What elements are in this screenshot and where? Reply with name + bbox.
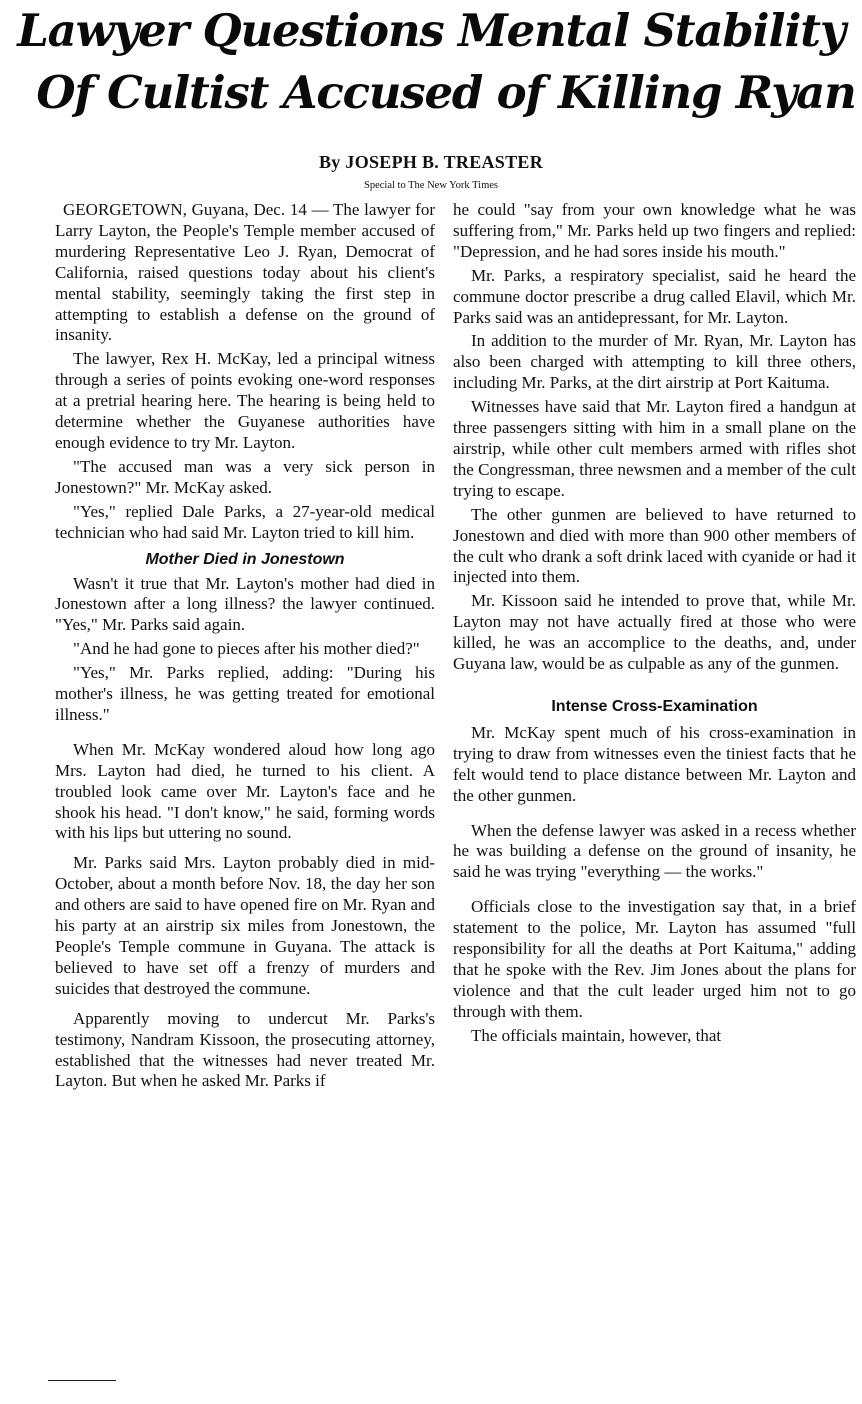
headline: [0, 0, 862, 124]
paragraph: In addition to the murder of Mr. Ryan, Mr. Layton has also been charged with attempting to kill three others, including Mr. Parks, at the dirt airstrip at Port Kaituma.: [453, 331, 856, 393]
column-end-rule: [48, 1380, 116, 1381]
paragraph: Mr. Kissoon said he intended to prove that, while Mr. Layton may not have actually fired at those who were killed, he was an accomplice to the deaths, and, under Guyana law, would be as culpable as any of the gunmen.: [453, 591, 856, 674]
paragraph: "Yes," replied Dale Parks, a 27-year-old medical technician who had said Mr. Layton tried to kill him.: [55, 501, 435, 542]
paragraph: Wasn't it true that Mr. Layton's mother had died in Jonestown after a long illness? the lawyer continued. "Yes," Mr. Parks said again.: [55, 573, 435, 635]
paragraph: he could "say from your own knowledge what he was suffering from," Mr. Parks held up two fingers and replied: "Depression, and he had sores inside his mouth.": [453, 200, 856, 261]
paragraph: The lawyer, Rex H. McKay, led a principal witness through a series of points evoking one-word responses at a pretrial hearing here. The hearing is being held to determine whether the Guyanese authorities have enough evidence to try Mr. Layton.: [55, 349, 435, 452]
paragraph: Mr. McKay spent much of his cross-examination in trying to draw from witnesses even the tiniest facts that he felt would tend to place distance between Mr. Layton and the other gunmen.: [453, 722, 856, 805]
byline: By JOSEPH B. TREASTER: [318, 152, 544, 172]
paragraph: The other gunmen are believed to have returned to Jonestown and died with more than 900 other members of the cult who drank a soft drink laced with cyanide or had it injected into them.: [453, 504, 856, 587]
right-column: [453, 200, 856, 1050]
paragraph: Apparently moving to undercut Mr. Parks's testimony, Nandram Kissoon, the prosecuting attorney, established that the witnesses had never treated Mr. Layton. But when he asked Mr. Parks if: [55, 1008, 435, 1091]
left-column: [55, 200, 435, 1095]
credit-line: Special to The New York Times: [364, 180, 498, 191]
paragraph: Witnesses have said that Mr. Layton fired a handgun at three passengers sitting with him in a small plane on the airstrip, while other cult members armed with rifles shot the Congressman, three newsmen and a member of the cult trying to escape.: [453, 397, 856, 500]
paragraph: When the defense lawyer was asked in a recess whether he was building a defense on the ground of insanity, he said he was trying "everything — the works.": [453, 820, 856, 882]
subhead: Mother Died in Jonestown: [145, 550, 345, 568]
paragraph: When Mr. McKay wondered aloud how long ago Mrs. Layton had died, he turned to his client. A troubled look came over Mr. Layton's face and he shook his head. "I don't know," he said, forming words with his lips but uttering no sound.: [55, 739, 435, 843]
headline-line-2: Of Cultist Accused of Killing Ryan: [36, 66, 856, 119]
paragraph: Mr. Parks, a respiratory specialist, said he heard the commune doctor prescribe a drug called Elavil, which Mr. Parks said was an antidepressant, for Mr. Layton.: [453, 265, 856, 327]
paragraph: Officials close to the investigation say that, in a brief statement to the police, Mr. Layton has assumed "full responsibility for all the deaths at Port Kaituma," adding that he spoke with the Rev. Jim Jones about the plans for violence and that the cult leader urged him not to go through with them.: [453, 897, 856, 1021]
paragraph: Mr. Parks said Mrs. Layton probably died in mid-October, about a month before Nov. 18, the day her son and others are said to have opened fire on Mr. Ryan and his party at an airstrip six miles from Jonestown, the People's Temple commune in Guyana. The attack is believed to have set off a frenzy of murders and suicides that destroyed the commune.: [55, 853, 435, 998]
paragraph: "Yes," Mr. Parks replied, adding: "During his mother's illness, he was getting treated for emotional illness.": [55, 663, 435, 724]
paragraph: "And he had gone to pieces after his mother died?": [73, 639, 420, 659]
paragraph: "The accused man was a very sick person in Jonestown?" Mr. McKay asked.: [55, 456, 435, 497]
headline-line-1: Lawyer Questions Mental Stability: [17, 4, 845, 57]
subhead: Intense Cross-Examination: [551, 697, 758, 715]
paragraph: The officials maintain, however, that: [471, 1025, 722, 1045]
paragraph: GEORGETOWN, Guyana, Dec. 14 — The lawyer for Larry Layton, the People's Temple member accused of murdering Representative Leo J. Ryan, Democrat of California, raised questions today about his client's mental stability, seemingly taking the first step in attempting to establish a defense on the ground of insanity.: [55, 200, 435, 345]
